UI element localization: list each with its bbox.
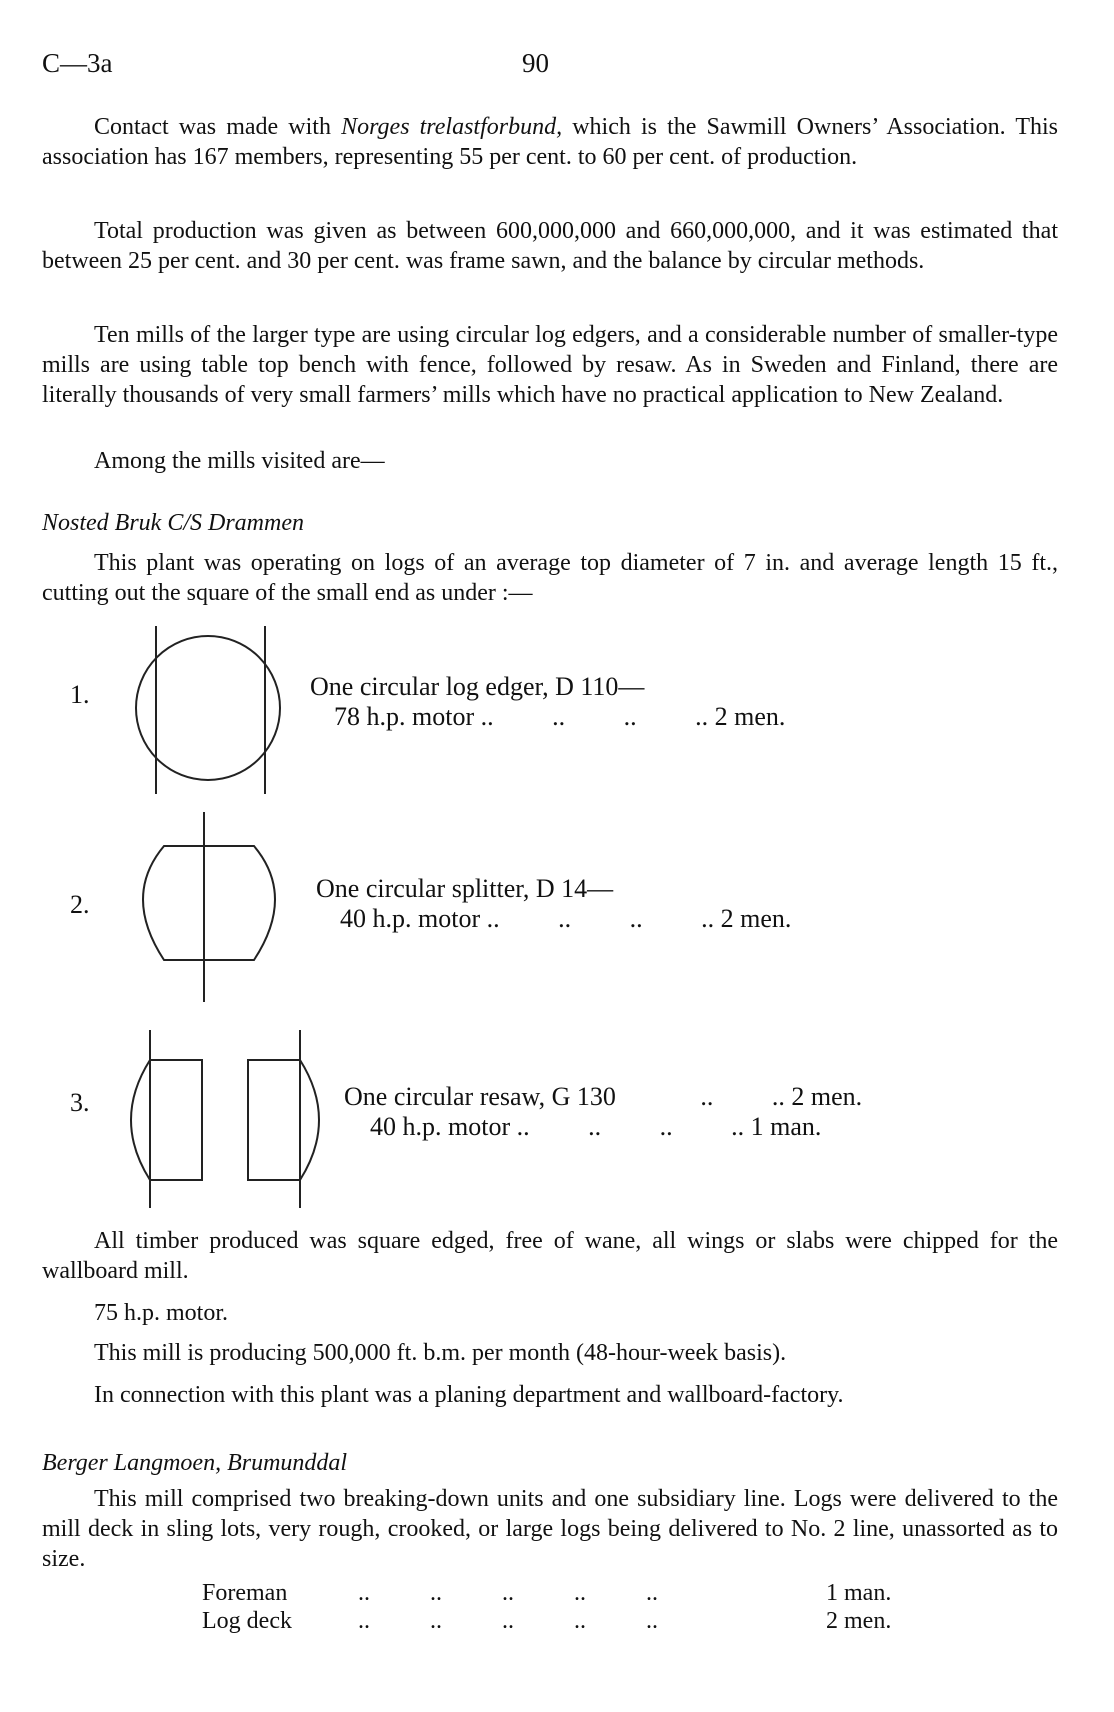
section-heading-nosted: Nosted Bruk C/S Drammen: [42, 510, 304, 536]
diagram-2-splitter-cut: [128, 812, 288, 1002]
association-name: Norges trelastforbund,: [341, 114, 563, 140]
diagram-1-number: 1.: [70, 680, 90, 709]
intro-paragraph-3: Ten mills of the larger type are using circular log edgers, and a considerable number of smaller-type mills are using table top bench with fence, followed by resaw. As in Sweden and Finland, there are literally thousands of very small farmers’ mills which have no practical application to New Zealand.: [42, 322, 1058, 408]
left-slab-curve: [131, 1060, 150, 1180]
intro-p1-text-a: Contact was made with: [94, 114, 342, 140]
staff-role-log-deck: Log deck: [202, 1608, 292, 1634]
diagram-3-line-2: 40 h.p. motor .. .. .. .. 1 man.: [370, 1112, 822, 1141]
diagram-3-line-1: One circular resaw, G 130 .. .. 2 men.: [344, 1082, 863, 1111]
cant-outline: [143, 846, 275, 960]
section-heading-berger: Berger Langmoen, Brumunddal: [42, 1450, 348, 1476]
staff-count-log-deck: 2 men.: [826, 1608, 892, 1634]
intro-paragraph-4: Among the mills visited are—: [94, 448, 385, 474]
intro-paragraph-1: [42, 112, 1058, 172]
nosted-paragraph-2: All timber produced was square edged, free of wane, all wings or slabs were chipped for the wallboard mill.: [42, 1228, 1058, 1284]
diagram-2-line-1: One circular splitter, D 14—: [316, 874, 614, 903]
diagram-1-line-2: 78 h.p. motor .. .. .. .. 2 men.: [334, 702, 786, 731]
page-number: 90: [522, 48, 549, 78]
intro-paragraph-2: Total production was given as between 600,000,000 and 660,000,000, and it was estimated that between 25 per cent. and 30 per cent. was frame sawn, and the balance by circular methods.: [42, 218, 1058, 274]
nosted-paragraph-5: In connection with this plant was a planing department and wallboard-factory.: [94, 1382, 844, 1408]
log-outline: [136, 636, 280, 780]
document-code: C—3a: [42, 48, 113, 78]
diagram-3-resaw-cut: [124, 1030, 334, 1208]
diagram-1-line-1: One circular log edger, D 110—: [310, 672, 645, 701]
nosted-paragraph-4: This mill is producing 500,000 ft. b.m. per month (48-hour-week basis).: [94, 1340, 787, 1366]
right-slab-curve: [300, 1060, 319, 1180]
diagram-1-log-edger-cut: [130, 626, 290, 794]
staff-dots-log-deck: .. .. .. .. ..: [358, 1608, 658, 1634]
diagram-2-number: 2.: [70, 890, 90, 919]
berger-paragraph-1: This mill comprised two breaking-down units and one subsidiary line. Logs were delivered to the mill deck in sling lots, very rough, crooked, or large logs being delivered to No. 2 line, unassorted as to size.: [42, 1486, 1058, 1572]
diagram-3-number: 3.: [70, 1088, 90, 1117]
staff-dots-foreman: .. .. .. .. ..: [358, 1580, 658, 1606]
nosted-paragraph-3: 75 h.p. motor.: [94, 1300, 229, 1326]
right-piece: [248, 1060, 300, 1180]
intro-p1-text-b: which is the Sawmill Owners’ Association. This association has 167 members, representing 55 per cent. to 60 per cent. of production.: [42, 114, 1058, 170]
staff-role-foreman: Foreman: [202, 1580, 288, 1606]
nosted-paragraph-1: This plant was operating on logs of an average top diameter of 7 in. and average length 15 ft., cutting out the square of the small end as under :—: [42, 550, 1058, 606]
diagram-2-line-2: 40 h.p. motor .. .. .. .. 2 men.: [340, 904, 792, 933]
staff-count-foreman: 1 man.: [826, 1580, 892, 1606]
left-piece: [150, 1060, 202, 1180]
